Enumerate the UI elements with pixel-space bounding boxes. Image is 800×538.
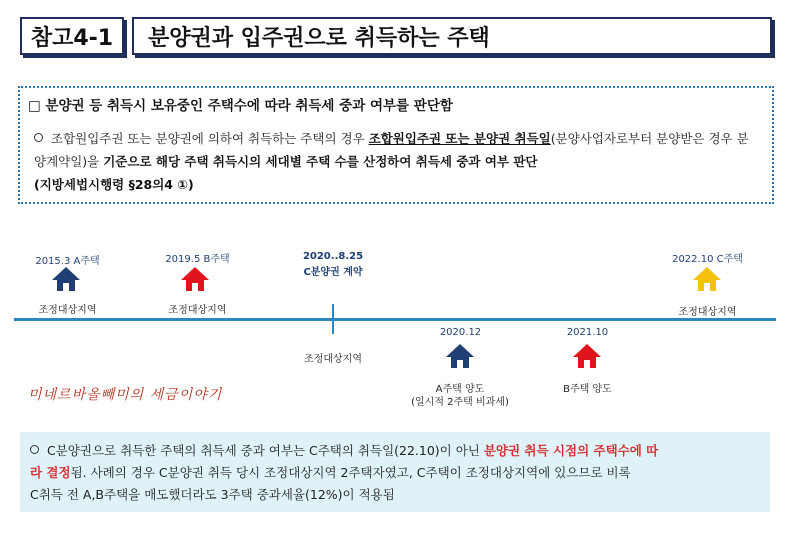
contract-label: C분양권 계약 — [303, 267, 363, 278]
sale-a-date: 2020.12 — [439, 327, 482, 338]
summary-text-1: 조합원입주권 또는 분양권에 의하여 취득하는 주택의 경우 — [51, 131, 369, 146]
contract-tick — [332, 304, 334, 334]
note-text-3: C취득 전 A,B주택을 매도했더라도 3주택 중과세율(12%)이 적용됨 — [30, 487, 395, 502]
note-red-2: 라 결정 — [30, 465, 71, 480]
sale-a-note: (일시적 2주택 비과세) — [411, 397, 509, 408]
summary-body — [34, 127, 760, 196]
event-b-region: 조정대상지역 — [168, 305, 227, 316]
house-icon — [180, 266, 210, 292]
author-signature: 미네르바올빼미의 세금이야기 — [28, 387, 223, 403]
event-a-region: 조정대상지역 — [38, 305, 97, 316]
summary-underlined: 조합원입주권 또는 분양권 취득일 — [368, 131, 551, 146]
house-icon — [572, 343, 602, 369]
event-b-date: 2019.5 B주택 — [165, 254, 230, 265]
conclusion-text — [30, 440, 758, 506]
summary-heading: □ 분양권 등 취득시 보유중인 주택수에 따라 취득세 중과 여부를 판단함 — [28, 98, 453, 114]
house-icon — [692, 266, 722, 292]
event-a-date: 2015.3 A주택 — [35, 256, 100, 267]
bullet-circle-icon — [30, 445, 39, 454]
note-red-1: 분양권 취득 시점의 주택수에 따 — [483, 443, 659, 458]
contract-date: 2020..8.25 — [302, 251, 364, 262]
note-text-1: C분양권으로 취득한 주택의 취득세 중과 여부는 C주택의 취득일(22.10)이 아닌 — [47, 443, 484, 458]
contract-region: 조정대상지역 — [304, 354, 362, 365]
event-c-date: 2022.10 C주택 — [672, 254, 743, 265]
bullet-circle-icon — [34, 133, 43, 142]
house-icon — [51, 266, 81, 292]
page-title: 분양권과 입주권으로 취득하는 주택 — [132, 17, 772, 55]
sale-a-label: A주택 양도 — [435, 384, 485, 395]
summary-text-2: (분양사업자로부터 분양받은 경우 분양계약일)을 — [34, 131, 749, 169]
section-number: 참고4-1 — [20, 17, 124, 55]
house-icon — [445, 343, 475, 369]
note-text-2: 됨. 사례의 경우 C분양권 취득 당시 조정대상지역 2주택자였고, C주택이 조정대상지역에 있으므로 비록 — [70, 465, 631, 480]
sale-b-date: 2021.10 — [566, 327, 609, 338]
summary-bold: 기준으로 해당 주택 취득시의 세대별 주택 수를 산정하여 취득세 중과 여부 판단 — [103, 154, 538, 169]
sale-b-label: B주택 양도 — [563, 384, 612, 395]
timeline-axis — [14, 318, 776, 321]
summary-ref: (지방세법시행령 §28의4 ①) — [34, 177, 194, 192]
event-c-region: 조정대상지역 — [678, 307, 737, 318]
